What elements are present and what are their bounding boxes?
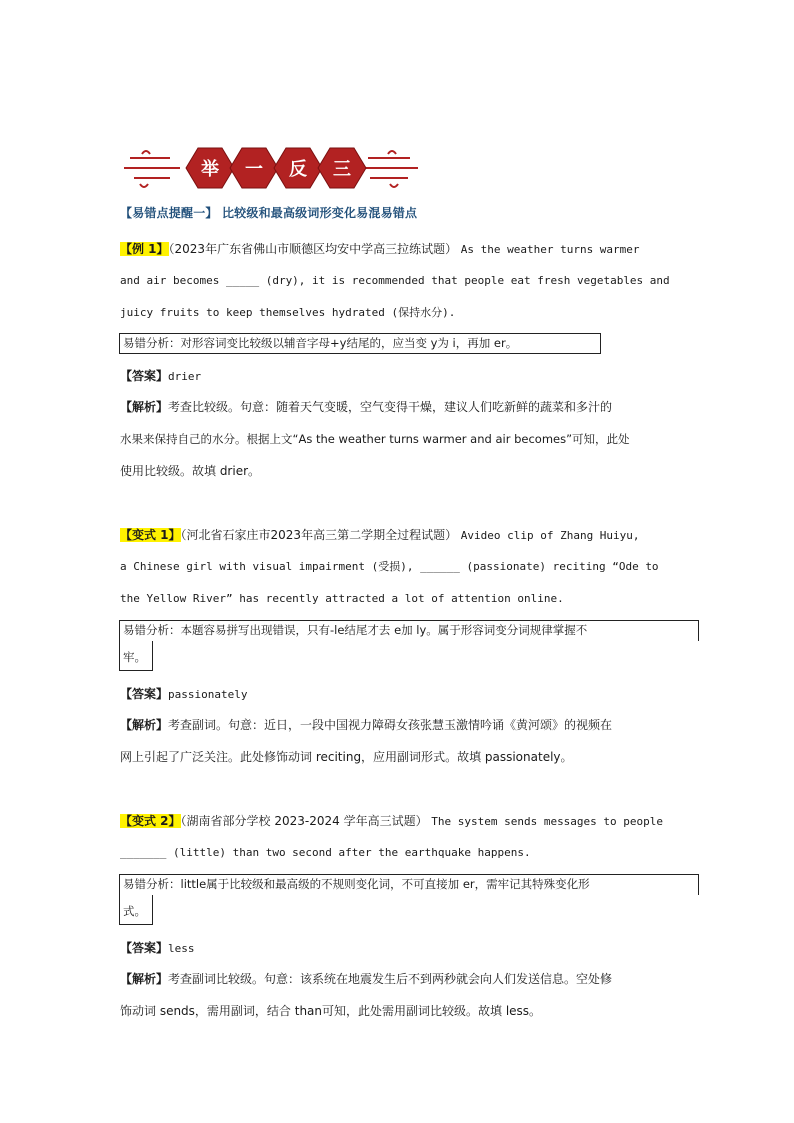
example1-answer [120,368,700,385]
example1-explain1 [120,399,700,415]
example1-line2: and air becomes _____ (dry), it is recommended that people eat fresh vegetables and [120,274,670,287]
left-ornament [124,151,180,187]
section-title: 【易错点提醒一】 比较级和最高级词形变化易混易错点 [120,206,418,220]
example1-explain3: 使用比较级。故填 drier。 [120,464,261,478]
example1-explain-label: 【解析】 [120,400,169,414]
variant1-analysis-box-line1: 易错分析：本题容易拼写出现错误，只有-le结尾才去 e加 ly。属于形容词变分词规律掌握不 [119,620,699,641]
variant1-explain-label: 【解析】 [120,718,169,732]
variant1-line2: a Chinese girl with visual impairment (受损), ______ (passionate) reciting “Ode to [120,560,659,573]
example1-explain1-text: 考查比较级。句意：随着天气变暖，空气变得干燥，建议人们吃新鲜的蔬菜和多汁的 [168,400,613,414]
variant2-tag: 【变式 2】 [120,814,181,828]
banner-char-2: 一 [245,159,263,180]
variant2-explain2: 饰动词 sends，需用副词，结合 than可知，此处需用副词比较级。故填 less。 [120,1004,542,1018]
example1-line1 [120,241,700,258]
example1-analysis-box: 易错分析：对形容词变比较级以辅音字母+y结尾的，应当变 y为 i，再加 er。 [119,333,601,354]
variant2-line2: _______ (little) than two second after the earthquake happens. [120,846,531,859]
variant2-answer-label: 【答案】 [120,941,169,955]
variant2-analysis-box-line2: 式。 [119,895,153,925]
variant1-explain1 [120,717,700,733]
variant1-line3: the Yellow River” has recently attracted a lot of attention online. [120,592,564,605]
variant1-line1-en: Avideo clip of Zhang Huiyu, [460,529,640,542]
banner-char-4: 三 [333,159,351,180]
variant2-line1-en: The system sends messages to people [431,815,664,828]
variant2-answer-value: less [168,942,195,955]
example1-answer-label: 【答案】 [120,369,169,383]
variant1-source: （河北省石家庄市2023年高三第二学期全过程试题） [180,528,458,542]
example1-line3: juicy fruits to keep themselves hydrated (保持水分). [120,306,456,319]
variant2-explain-label: 【解析】 [120,972,169,986]
variant2-line1 [120,813,700,830]
variant2-explain1-text: 考查副词比较级。句意：该系统在地震发生后不到两秒就会向人们发送信息。空处修 [168,972,613,986]
example1-explain2: 水果来保持自己的水分。根据上文“As the weather turns warmer and air becomes”可知，此处 [120,432,630,446]
variant2-explain1 [120,971,700,987]
right-ornament [360,151,418,187]
variant2-answer [120,940,700,957]
variant1-answer-value: passionately [168,688,248,701]
variant1-tag: 【变式 1】 [120,528,181,542]
banner-char-1: 举 [201,159,219,180]
example1-source: （2023年广东省佛山市顺德区均安中学高三拉练试题） [168,242,458,256]
variant2-analysis-box-line1: 易错分析：little属于比较级和最高级的不规则变化词，不可直接加 er，需牢记其特殊变化形 [119,874,699,895]
section-banner [120,138,420,204]
example1-tag: 【例 1】 [120,242,169,256]
variant1-line1 [120,527,700,544]
variant1-explain1-text: 考查副词。句意：近日，一段中国视力障碍女孩张慧玉激情吟诵《黄河颂》的视频在 [168,718,613,732]
banner-char-3: 反 [289,159,307,180]
example1-answer-value: drier [168,370,202,383]
variant1-answer [120,686,700,703]
variant1-explain2: 网上引起了广泛关注。此处修饰动词 reciting，应用副词形式。故填 passionately。 [120,750,573,764]
variant1-answer-label: 【答案】 [120,687,169,701]
variant2-source: （湖南省部分学校 2023-2024 学年高三试题） [180,814,428,828]
variant1-analysis-box-line2: 牢。 [119,641,153,671]
example1-line1-en: As the weather turns warmer [460,243,640,256]
